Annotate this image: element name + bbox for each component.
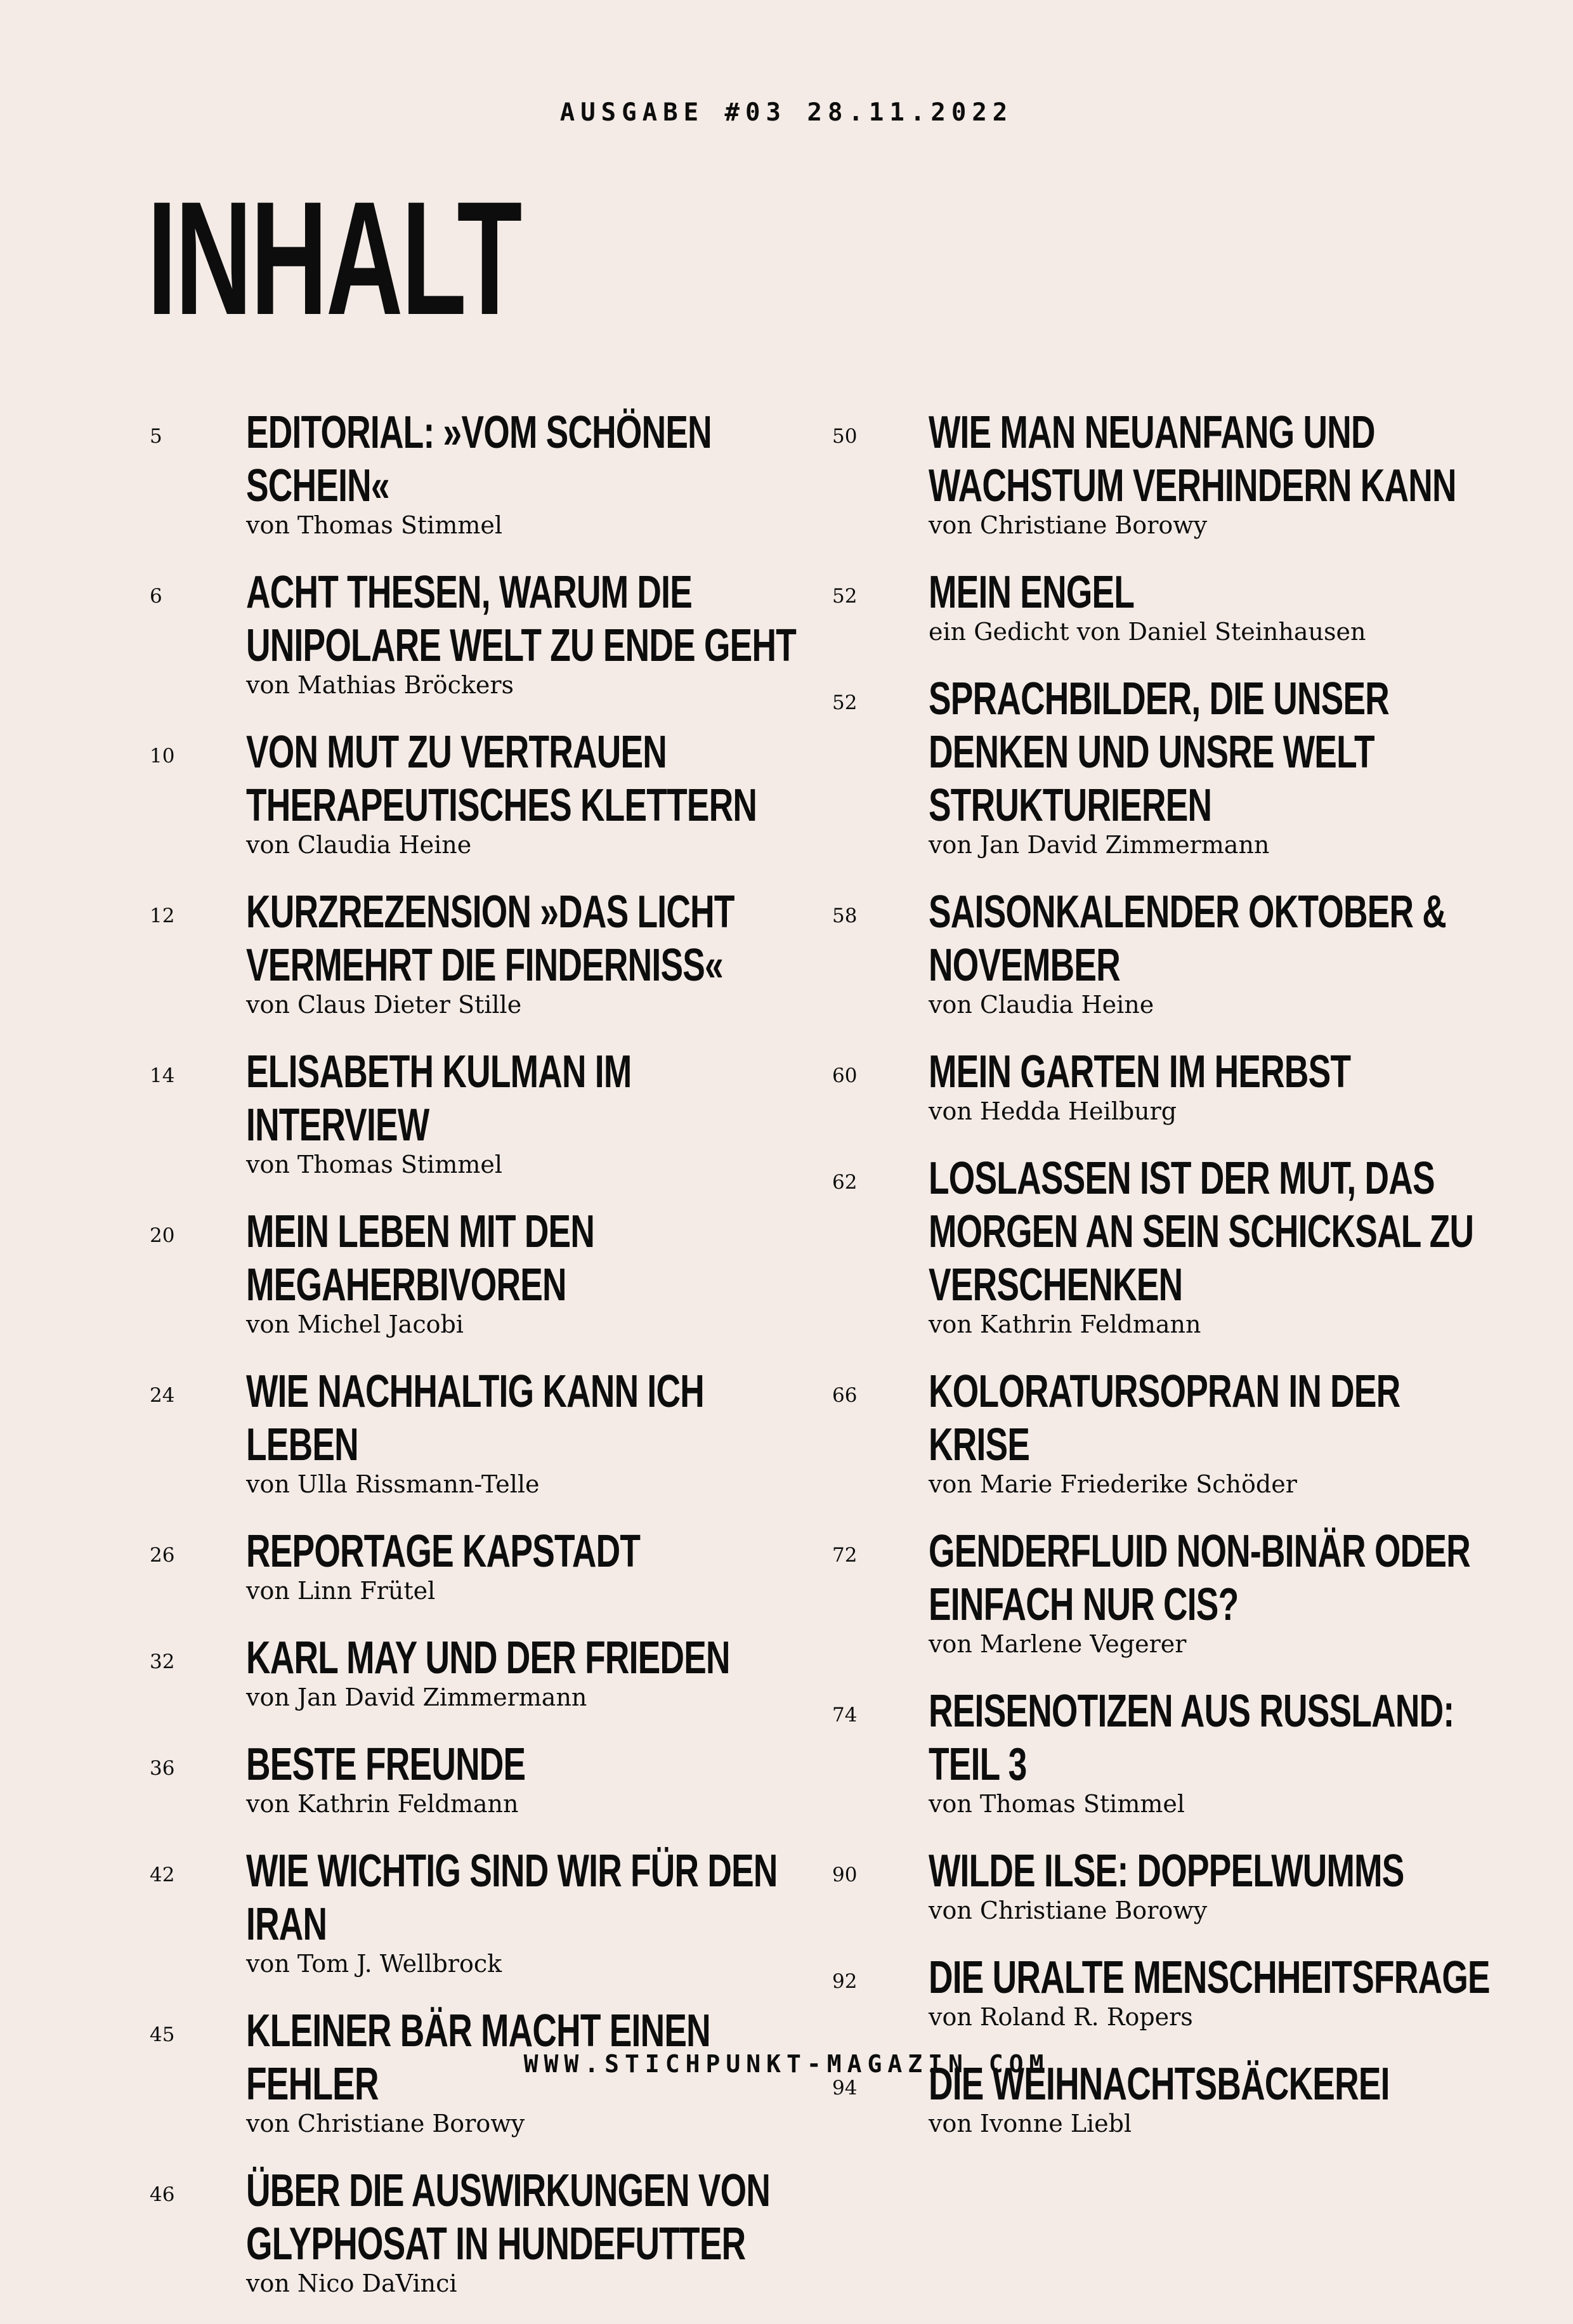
page-number: 52 <box>832 691 858 714</box>
toc-column-right <box>832 406 1492 2164</box>
page-number: 20 <box>150 1224 175 1247</box>
page-number: 5 <box>150 425 162 448</box>
page-number: 94 <box>832 2077 858 2099</box>
toc-entry[interactable] <box>150 1205 809 1340</box>
page-number: 10 <box>150 745 175 767</box>
article-title: GENDERFLUID NON-BINÄR ODER EINFACH NUR CIS? <box>929 1526 1470 1630</box>
article-title: SPRACHBILDER, DIE UNSER DENKEN UND UNSRE WELT STRUKTURIEREN <box>929 674 1390 831</box>
page-number: 26 <box>150 1544 175 1567</box>
toc-entry[interactable] <box>150 1738 809 1819</box>
article-title: LOSLASSEN IST DER MUT, DAS MORGEN AN SEIN SCHICKSAL ZU VERSCHENKEN <box>929 1153 1474 1310</box>
article-author: von Marie Friederike Schöder <box>929 1470 1297 1498</box>
page-number: 24 <box>150 1384 175 1407</box>
page-number: 60 <box>832 1064 858 1087</box>
article-author: von Thomas Stimmel <box>246 511 503 539</box>
toc-entry[interactable] <box>832 406 1492 540</box>
article-title: ÜBER DIE AUSWIRKUNGEN VON GLYPHOSAT IN HUNDEFUTTER <box>246 2165 771 2269</box>
article-title: REPORTAGE KAPSTADT <box>246 1526 641 1577</box>
article-author: von Linn Frütel <box>246 1577 436 1605</box>
article-author: ein Gedicht von Daniel Steinhausen <box>929 618 1366 646</box>
article-title: REISENOTIZEN AUS RUSSLAND: TEIL 3 <box>929 1686 1454 1790</box>
toc-entry[interactable] <box>150 566 809 700</box>
article-title: EDITORIAL: »VOM SCHÖNEN SCHEIN« <box>246 407 712 511</box>
article-title: KURZREZENSION »DAS LICHT VERMEHRT DIE FINDERNISS« <box>246 887 734 991</box>
page-title: INHALT <box>147 168 521 349</box>
article-title: BESTE FREUNDE <box>246 1739 526 1790</box>
article-author: von Jan David Zimmermann <box>929 831 1270 859</box>
article-author: von Thomas Stimmel <box>929 1790 1185 1818</box>
article-author: von Thomas Stimmel <box>246 1151 503 1178</box>
toc-entry[interactable] <box>150 2164 809 2299</box>
toc-entry[interactable] <box>832 1844 1492 1926</box>
article-title: WIE MAN NEUANFANG UND WACHSTUM VERHINDERN KANN <box>929 407 1456 511</box>
page-number: 50 <box>832 425 858 448</box>
article-title: ACHT THESEN, WARUM DIE UNIPOLARE WELT ZU ENDE GEHT <box>246 567 797 671</box>
toc-entry[interactable] <box>150 1365 809 1499</box>
page-number: 14 <box>150 1064 175 1087</box>
article-author: von Christiane Borowy <box>929 511 1208 539</box>
page-number: 66 <box>832 1384 858 1407</box>
article-title: KARL MAY UND DER FRIEDEN <box>246 1633 730 1683</box>
page-number: 32 <box>150 1650 175 1673</box>
page-number: 6 <box>150 585 162 608</box>
page-number: 92 <box>832 1970 858 1993</box>
page-number: 58 <box>832 904 858 927</box>
page-number: 62 <box>832 1171 858 1194</box>
article-title: SAISONKALENDER OKTOBER & NOVEMBER <box>929 887 1447 991</box>
page-number: 52 <box>832 585 858 608</box>
toc-entry[interactable] <box>150 1844 809 1979</box>
article-author: von Ulla Rissmann-Telle <box>246 1470 540 1498</box>
article-author: von Roland R. Ropers <box>929 2003 1193 2031</box>
toc-entry[interactable] <box>832 566 1492 647</box>
toc-entry[interactable] <box>150 1631 809 1713</box>
article-title: DIE URALTE MENSCHHEITSFRAGE <box>929 1952 1490 2003</box>
article-title: WIE NACHHALTIG KANN ICH LEBEN <box>246 1366 704 1470</box>
article-author: von Kathrin Feldmann <box>246 1790 519 1818</box>
issue-label: AUSGABE #03 28.11.2022 <box>559 98 1014 127</box>
article-title: KLEINER BÄR MACHT EINEN FEHLER <box>246 2006 710 2110</box>
page-number: 36 <box>150 1757 175 1780</box>
article-author: von Hedda Heilburg <box>929 1097 1177 1125</box>
article-author: von Mathias Bröckers <box>246 671 514 699</box>
toc-entry[interactable] <box>150 1045 809 1180</box>
page-number: 12 <box>150 904 175 927</box>
page-number: 74 <box>832 1704 858 1727</box>
page-number: 72 <box>832 1544 858 1567</box>
article-author: von Nico DaVinci <box>246 2269 457 2297</box>
page-number: 42 <box>150 1864 175 1886</box>
toc-entry[interactable] <box>832 1951 1492 2032</box>
article-title: MEIN ENGEL <box>929 567 1135 618</box>
article-author: von Claudia Heine <box>929 991 1154 1019</box>
toc-entry[interactable] <box>150 406 809 540</box>
toc-entry[interactable] <box>150 726 809 860</box>
toc-entry[interactable] <box>150 885 809 1020</box>
article-author: von Claus Dieter Stille <box>246 991 522 1019</box>
toc-entry[interactable] <box>832 672 1492 860</box>
toc-entry[interactable] <box>150 1525 809 1606</box>
toc-entry[interactable] <box>832 1365 1492 1499</box>
toc-entry[interactable] <box>832 1685 1492 1819</box>
article-author: von Michel Jacobi <box>246 1310 464 1338</box>
article-author: von Ivonne Liebl <box>929 2110 1132 2138</box>
article-author: von Kathrin Feldmann <box>929 1310 1201 1338</box>
article-title: ELISABETH KULMAN IM INTERVIEW <box>246 1047 632 1151</box>
article-author: von Claudia Heine <box>246 831 472 859</box>
page-number: 90 <box>832 1864 858 1886</box>
article-title: WILDE ILSE: DOPPELWUMMS <box>929 1846 1404 1896</box>
toc-entry[interactable] <box>832 1525 1492 1659</box>
article-title: MEIN LEBEN MIT DEN MEGAHERBIVOREN <box>246 1206 595 1310</box>
article-author: von Marlene Vegerer <box>929 1630 1187 1658</box>
toc-entry[interactable] <box>832 1045 1492 1126</box>
page-number: 46 <box>150 2183 175 2206</box>
article-title: DIE WEIHNACHTSBÄCKEREI <box>929 2059 1390 2110</box>
toc-entry[interactable] <box>832 1152 1492 1340</box>
page-number: 45 <box>150 2023 175 2046</box>
website-url[interactable]: WWW.STICHPUNKT-MAGAZIN.COM <box>523 2050 1050 2078</box>
toc-entry[interactable] <box>832 885 1492 1020</box>
article-author: von Tom J. Wellbrock <box>246 1950 502 1978</box>
toc-column-left <box>150 406 809 2324</box>
article-title: KOLORATURSOPRAN IN DER KRISE <box>929 1366 1400 1470</box>
article-author: von Christiane Borowy <box>929 1896 1208 1924</box>
article-title: WIE WICHTIG SIND WIR FÜR DEN IRAN <box>246 1846 778 1950</box>
article-author: von Christiane Borowy <box>246 2110 525 2138</box>
article-title: MEIN GARTEN IM HERBST <box>929 1047 1351 1097</box>
article-title: VON MUT ZU VERTRAUEN THERAPEUTISCHES KLETTERN <box>246 727 757 831</box>
article-author: von Jan David Zimmermann <box>246 1683 587 1711</box>
